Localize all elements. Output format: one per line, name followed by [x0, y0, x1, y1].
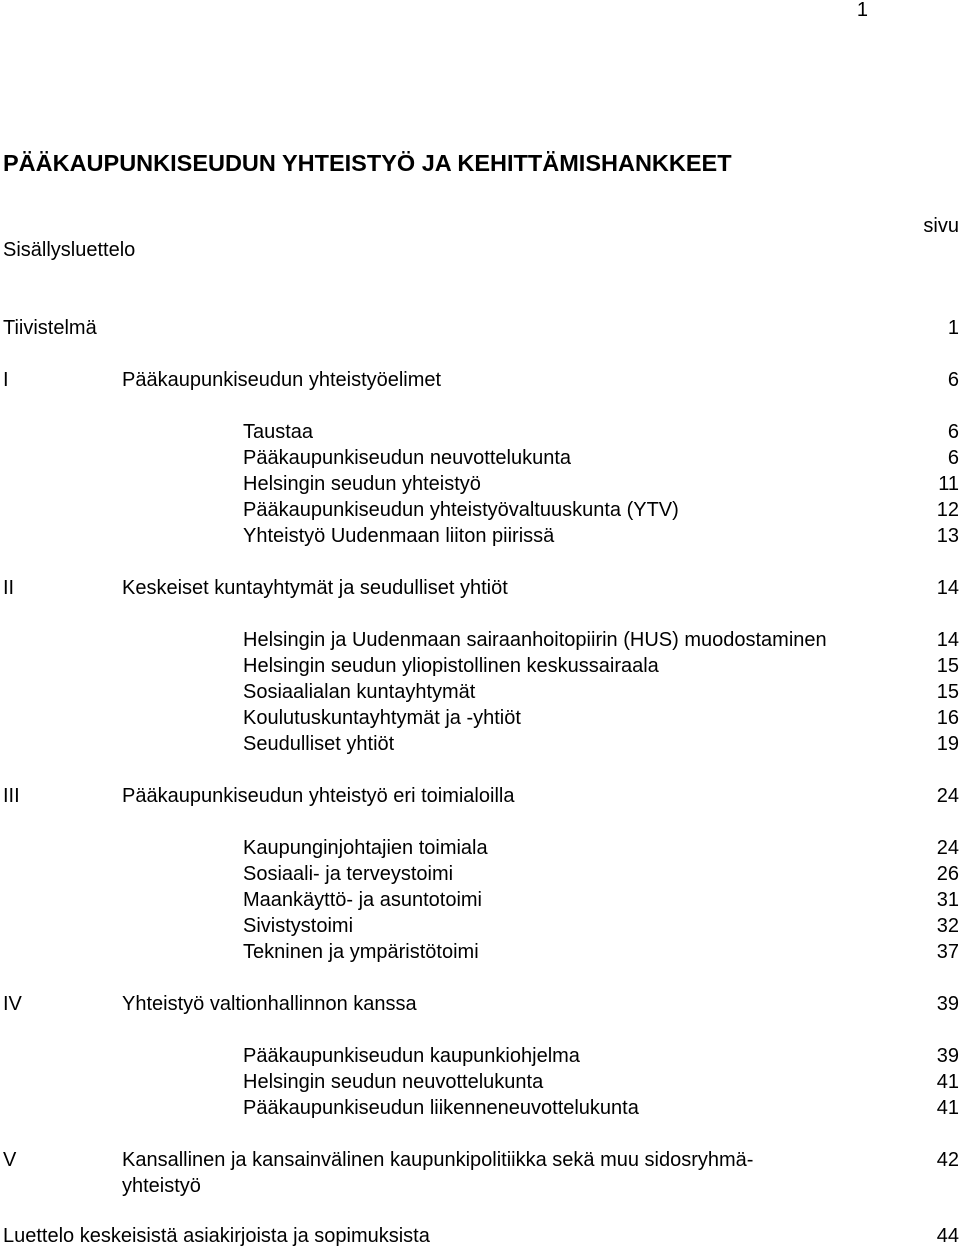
- toc-subentry[interactable]: [0, 916, 960, 940]
- toc-subentry[interactable]: [0, 656, 960, 680]
- toc-entry-label: Taustaa: [243, 421, 314, 443]
- toc-subentry[interactable]: [0, 474, 960, 498]
- toc-subentry[interactable]: [0, 630, 960, 654]
- toc-entry-label: Tiivistelmä: [3, 317, 97, 339]
- toc-entry-summary[interactable]: [0, 318, 960, 342]
- toc-entry-page: 14: [936, 629, 959, 651]
- toc-section-1[interactable]: [0, 370, 960, 394]
- toc-entry-page: 32: [936, 915, 959, 937]
- toc-entry-label: Yhteistyö valtionhallinnon kanssa: [122, 993, 417, 1015]
- toc-subentry[interactable]: [0, 1072, 960, 1096]
- toc-entry-label: Pääkaupunkiseudun liikenneneuvottelukunta: [243, 1097, 639, 1119]
- toc-entry-label: Pääkaupunkiseudun yhteistyövaltuuskunta (YTV): [243, 499, 679, 521]
- toc-entry-label: Helsingin ja Uudenmaan sairaanhoitopiirin (HUS) muodostaminen: [243, 629, 827, 651]
- toc-subentry[interactable]: [0, 526, 960, 550]
- toc-section-number: I: [3, 369, 9, 391]
- toc-heading: Sisällysluettelo: [3, 239, 136, 261]
- toc-subentry[interactable]: [0, 942, 960, 966]
- toc-entry-page: 39: [936, 1045, 959, 1067]
- toc-subentry[interactable]: [0, 864, 960, 888]
- toc-entry-page: 15: [936, 655, 959, 677]
- toc-subentry[interactable]: [0, 1046, 960, 1070]
- toc-entry-page: 11: [938, 473, 959, 495]
- toc-entry-page: 26: [936, 863, 959, 885]
- toc-section-4[interactable]: [0, 994, 960, 1018]
- page-column-header: sivu: [923, 215, 959, 237]
- toc-subentry[interactable]: [0, 422, 960, 446]
- toc-entry-label: Pääkaupunkiseudun neuvottelukunta: [243, 447, 572, 469]
- toc-entry-page: 6: [947, 369, 959, 391]
- toc-section-3[interactable]: [0, 786, 960, 810]
- toc-entry-page: 24: [936, 785, 959, 807]
- document-title: PÄÄKAUPUNKISEUDUN YHTEISTYÖ JA KEHITTÄMISHANKKEET: [3, 150, 732, 176]
- toc-entry-label: Helsingin seudun yhteistyö: [243, 473, 481, 495]
- toc-subentry[interactable]: [0, 448, 960, 472]
- toc-entry-label: Keskeiset kuntayhtymät ja seudulliset yhtiöt: [122, 577, 508, 599]
- toc-entry-page: 39: [936, 993, 959, 1015]
- toc-entry-label: Yhteistyö Uudenmaan liiton piirissä: [243, 525, 555, 547]
- toc-entry-page: 6: [947, 447, 959, 469]
- toc-entry-page: 1: [947, 317, 959, 339]
- toc-subentry[interactable]: [0, 838, 960, 862]
- toc-entry-page: 13: [936, 525, 959, 547]
- toc-section-number: III: [3, 785, 20, 807]
- toc-entry-label: Sosiaalialan kuntayhtymät: [243, 681, 476, 703]
- toc-entry-label: Sosiaali- ja terveystoimi: [243, 863, 454, 885]
- toc-entry-label: Luettelo keskeisistä asiakirjoista ja sopimuksista: [3, 1225, 430, 1247]
- toc-entry-label: Maankäyttö- ja asuntotoimi: [243, 889, 483, 911]
- toc-entry-page: 41: [936, 1071, 959, 1093]
- toc-entry-page: 14: [936, 577, 959, 599]
- toc-entry-page: 12: [936, 499, 959, 521]
- toc-entry-label: Helsingin seudun neuvottelukunta: [243, 1071, 544, 1093]
- toc-entry-page: 15: [936, 681, 959, 703]
- toc-subentry[interactable]: [0, 890, 960, 914]
- toc-entry-page: 31: [936, 889, 959, 911]
- toc-entry-label: Tekninen ja ympäristötoimi: [243, 941, 479, 963]
- toc-section-number: II: [3, 577, 15, 599]
- toc-section-number: V: [3, 1149, 17, 1171]
- toc-entry-page: 24: [936, 837, 959, 859]
- toc-section-2[interactable]: [0, 578, 960, 602]
- toc-section-5[interactable]: [0, 1150, 960, 1202]
- toc-entry-label-line1: Kansallinen ja kansainvälinen kaupunkipolitiikka sekä muu sidosryhmä-: [122, 1149, 754, 1171]
- toc-entry-page: 41: [936, 1097, 959, 1119]
- toc-entry-label: Kaupunginjohtajien toimiala: [243, 837, 488, 859]
- toc-entry-label: Sivistystoimi: [243, 915, 354, 937]
- toc-entry-page: 19: [936, 733, 959, 755]
- toc-subentry[interactable]: [0, 1098, 960, 1122]
- toc-entry-page: 37: [936, 941, 959, 963]
- toc-entry-documents[interactable]: [0, 1226, 960, 1250]
- toc-entry-page: 16: [936, 707, 959, 729]
- toc-entry-label: Pääkaupunkiseudun kaupunkiohjelma: [243, 1045, 580, 1067]
- toc-entry-page: 42: [936, 1149, 959, 1171]
- toc-entry-label-line2: yhteistyö: [122, 1175, 201, 1197]
- toc-entry-label: Pääkaupunkiseudun yhteistyö eri toimialoilla: [122, 785, 515, 807]
- page-number: 1: [856, 0, 868, 21]
- toc-subentry[interactable]: [0, 682, 960, 706]
- toc-subentry[interactable]: [0, 708, 960, 732]
- toc-entry-label: Koulutuskuntayhtymät ja -yhtiöt: [243, 707, 521, 729]
- toc-subentry[interactable]: [0, 500, 960, 524]
- toc-entry-label: Pääkaupunkiseudun yhteistyöelimet: [122, 369, 442, 391]
- toc-section-number: IV: [3, 993, 22, 1015]
- toc-subentry[interactable]: [0, 734, 960, 758]
- toc-entry-page: 6: [947, 421, 959, 443]
- toc-entry-page: 44: [936, 1225, 959, 1247]
- toc-entry-label: Helsingin seudun yliopistollinen keskussairaala: [243, 655, 659, 677]
- toc-entry-label: Seudulliset yhtiöt: [243, 733, 395, 755]
